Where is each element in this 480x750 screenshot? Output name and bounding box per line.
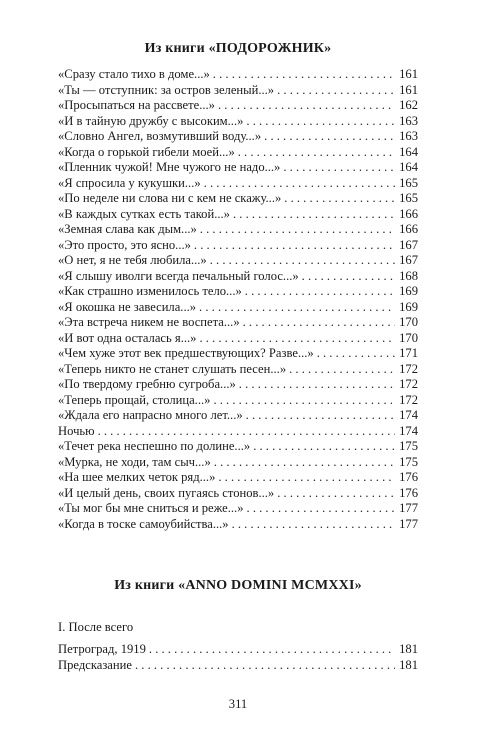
entry-page-number: 177	[399, 516, 418, 531]
entry-page-number: 169	[399, 284, 418, 298]
dot-leader	[246, 408, 395, 424]
dot-leader	[98, 424, 396, 440]
entry-page-number: 171	[399, 346, 418, 360]
dot-leader	[317, 346, 395, 362]
entry-page-number: 174	[399, 423, 418, 438]
entry-title: «По твердому гребню сугроба...»	[58, 377, 236, 391]
dot-leader	[277, 486, 395, 502]
entry-title: «Я спросила у кукушки...»	[58, 175, 201, 190]
page-number: 311	[228, 697, 248, 711]
entry-page-number: 162	[399, 98, 418, 112]
entry-title: «И целый день, своих пугаясь стонов...»	[58, 485, 275, 500]
entry-title: «Ты — отступник: за остров зеленый...»	[58, 82, 275, 97]
entry-title: «Я окошка не завесила...»	[58, 299, 197, 314]
entry-page-number: 167	[399, 253, 418, 267]
toc-list	[58, 642, 418, 673]
entry-page-number: 170	[399, 330, 418, 345]
entry-title: «По неделе ни слова ни с кем не скажу...»	[58, 191, 282, 205]
entry-title: «Теперь прощай, столица...»	[58, 392, 211, 407]
toc-entry	[58, 269, 418, 285]
dot-leader	[218, 98, 395, 114]
dot-leader	[194, 238, 395, 254]
toc-entry	[58, 67, 418, 83]
toc-entry	[58, 98, 418, 114]
dot-leader	[246, 114, 395, 130]
dot-leader	[289, 362, 395, 378]
toc-entry	[58, 501, 418, 517]
dot-leader	[213, 393, 395, 409]
dot-leader	[232, 517, 396, 533]
toc-entry	[58, 377, 418, 393]
entry-page-number: 172	[399, 361, 418, 376]
toc-entry	[58, 160, 418, 176]
entry-title: «Когда о горькой гибели моей...»	[58, 144, 235, 159]
entry-title: «Чем хуже этот век предшествующих? Разве...»	[58, 346, 314, 360]
entry-title: «Ты мог бы мне сниться и реже...»	[58, 501, 244, 515]
entry-title: «Словно Ангел, возмутивший воду...»	[58, 129, 262, 143]
entry-title: «Мурка, не ходи, там сыч...»	[58, 454, 211, 469]
toc-entry	[58, 393, 418, 409]
dot-leader	[149, 642, 395, 658]
toc-list	[58, 67, 418, 532]
toc-entry	[58, 362, 418, 378]
toc-entry	[58, 83, 418, 99]
dot-leader	[239, 377, 395, 393]
entry-title: «Просыпаться на рассвете...»	[58, 98, 215, 112]
entry-page-number: 161	[399, 82, 418, 97]
entry-page-number: 176	[399, 485, 418, 500]
dot-leader	[218, 470, 395, 486]
entry-title: «В каждых сутках есть такой...»	[58, 206, 230, 221]
toc-entry	[58, 658, 418, 674]
entry-page-number: 175	[399, 439, 418, 453]
entry-page-number: 165	[399, 175, 418, 190]
dot-leader	[214, 455, 395, 471]
entry-title: «Это просто, это ясно...»	[58, 237, 191, 252]
dot-leader	[199, 300, 395, 316]
entry-title: «Когда в тоске самоубийства...»	[58, 516, 229, 531]
dot-leader	[253, 439, 395, 455]
toc-entry	[58, 145, 418, 161]
entry-title: «Сразу стало тихо в доме...»	[58, 67, 210, 81]
toc-entry	[58, 470, 418, 486]
entry-title: Петроград, 1919	[58, 642, 146, 656]
dot-leader	[204, 176, 395, 192]
entry-page-number: 172	[399, 377, 418, 391]
toc-entry	[58, 222, 418, 238]
section-title: Из книги «ANNO DOMINI MCMXXI»	[114, 578, 362, 593]
entry-page-number: 166	[399, 206, 418, 221]
toc-entry	[58, 284, 418, 300]
dot-leader	[233, 207, 395, 223]
entry-title: «Ждала его напрасно много лет...»	[58, 408, 243, 422]
entry-page-number: 176	[399, 470, 418, 484]
entry-page-number: 177	[399, 501, 418, 515]
entry-page-number: 167	[399, 237, 418, 252]
dot-leader	[210, 253, 395, 269]
entry-page-number: 166	[399, 222, 418, 236]
dot-leader	[264, 129, 395, 145]
dot-leader	[243, 315, 395, 331]
entry-page-number: 165	[399, 191, 418, 205]
toc-entry	[58, 300, 418, 316]
toc-entry	[58, 114, 418, 130]
dot-leader	[135, 658, 395, 674]
dot-leader	[213, 67, 395, 83]
entry-title: «На шее мелких четок ряд...»	[58, 470, 216, 484]
entry-page-number: 175	[399, 454, 418, 469]
dot-leader	[284, 191, 395, 207]
toc-entry	[58, 253, 418, 269]
entry-title: «О нет, я не тебя любила...»	[58, 253, 207, 267]
toc-entry	[58, 346, 418, 362]
entry-title: «Как страшно изменилось тело...»	[58, 284, 242, 298]
entry-title: «И вот одна осталась я...»	[58, 330, 197, 345]
entry-title: Предсказание	[58, 657, 132, 672]
entry-page-number: 169	[399, 299, 418, 314]
dot-leader	[247, 501, 396, 517]
dot-leader	[238, 145, 395, 161]
entry-page-number: 172	[399, 392, 418, 407]
toc-entry	[58, 238, 418, 254]
dot-leader	[200, 222, 395, 238]
entry-title: «Пленник чужой! Мне чужого не надо...»	[58, 160, 281, 174]
entry-page-number: 164	[399, 160, 418, 174]
dot-leader	[245, 284, 395, 300]
entry-page-number: 164	[399, 144, 418, 159]
section-subheading: I. После всего	[58, 620, 134, 634]
toc-entry	[58, 191, 418, 207]
entry-page-number: 168	[399, 268, 418, 283]
toc-entry	[58, 176, 418, 192]
toc-entry	[58, 408, 418, 424]
entry-page-number: 163	[399, 129, 418, 143]
entry-title: «Теперь никто не станет слушать песен...»	[58, 361, 287, 376]
toc-entry	[58, 129, 418, 145]
dot-leader	[277, 83, 395, 99]
toc-entry	[58, 486, 418, 502]
toc-entry	[58, 315, 418, 331]
entry-title: «Эта встреча никем не воспета...»	[58, 315, 240, 329]
toc-entry	[58, 424, 418, 440]
entry-title: «Я слышу иволги всегда печальный голос...»	[58, 268, 299, 283]
entry-title: Ночью	[58, 423, 95, 438]
toc-entry	[58, 517, 418, 533]
toc-entry	[58, 207, 418, 223]
dot-leader	[283, 160, 395, 176]
entry-page-number: 174	[399, 408, 418, 422]
entry-page-number: 163	[399, 113, 418, 128]
toc-entry	[58, 439, 418, 455]
entry-title: «Течет река неспешно по долине...»	[58, 439, 251, 453]
section-title: Из книги «ПОДОРОЖНИК»	[144, 41, 332, 56]
toc-entry	[58, 331, 418, 347]
entry-page-number: 161	[399, 67, 418, 81]
toc-entry	[58, 455, 418, 471]
dot-leader	[302, 269, 395, 285]
entry-page-number: 181	[399, 642, 418, 656]
entry-title: «Земная слава как дым...»	[58, 222, 197, 236]
dot-leader	[199, 331, 395, 347]
entry-page-number: 181	[399, 657, 418, 672]
entry-title: «И в тайную дружбу с высоким...»	[58, 113, 244, 128]
toc-entry	[58, 642, 418, 658]
entry-page-number: 170	[399, 315, 418, 329]
